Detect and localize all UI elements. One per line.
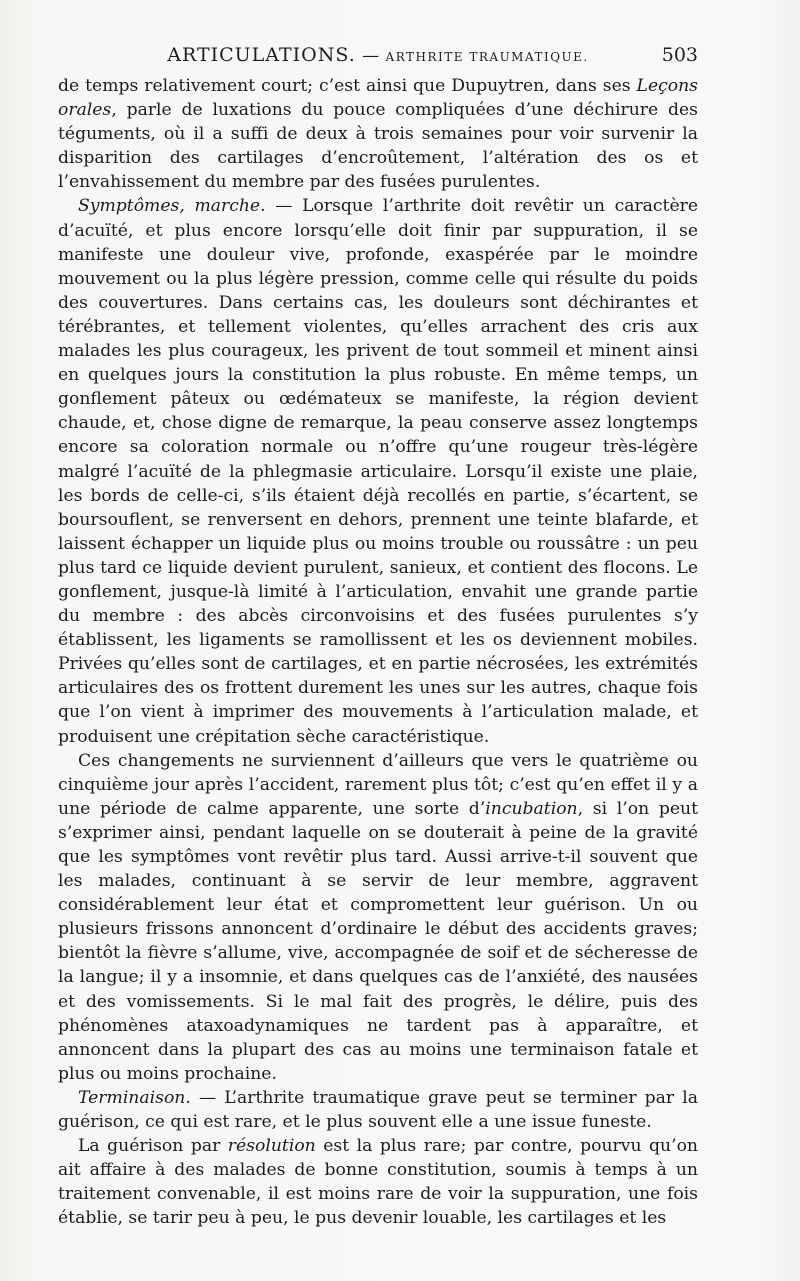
text-run: — Lorsque l’arthrite doit revêtir un caractère d’acuïté, et plus encore lorsqu’elle doit finir par suppuration, il se manifeste une douleur vive, profonde, exaspérée par le moindre mouvement ou la plus légère pression, comme celle qui résulte du poids des couvertures. Dans certains cas, les douleurs sont déchirantes et térébrantes, et tellement violentes, qu’elles arrachent des cris aux malades les plus courageux, les privent de tout sommeil et minent ainsi en quelques jours la constitution la plus robuste. En même temps, un gonflement pâteux ou œdémateux se manifeste, la région devient chaude, et, chose digne de remarque, la peau conserve assez longtemps encore sa coloration normale ou n’offre qu’une rougeur très-légère malgré l’acuïté de la phlegmasie articulaire. Lorsqu’il existe une plaie, les bords de celle-ci, s’ils étaient déjà recollés en partie, s’écartent, se boursouflent, se renversent en dehors, prennent une teinte blafarde, et laissent échapper un liquide plus ou moins trouble ou roussâtre : un peu plus tard ce liquide devient purulent, sanieux, et contient des flocons. Le gonflement, jusque-là limité à l’articulation, envahit une grande partie du membre : des abcès circonvoisins et des fusées purulentes s’y établissent, les ligaments se ramollissent et les os deviennent mobiles. Privées qu’elles sont de cartilages, et en partie nécrosées, les extrémités articulaires des os frottent durement les unes sur les autres, chaque fois que l’on vient à imprimer des mouvements à l’articulation malade, et produisent une crépitation sèche caractéristique.: [58, 196, 698, 747]
running-title-dash: —: [362, 46, 380, 66]
paragraph-terminaison: [58, 1086, 698, 1134]
italic-text: Terminaison.: [78, 1087, 191, 1108]
italic-text: résolution: [227, 1136, 316, 1157]
running-header: [58, 40, 698, 72]
paragraph-symptomes: [58, 194, 698, 748]
italic-text: incubation: [485, 798, 578, 819]
paragraph-changements: [58, 749, 698, 1086]
text-run: est la plus rare; par contre, pourvu qu’on ait affaire à des malades de bonne constitution, soumis à temps à un traitement convenable, il est moins rare de voir la suppuration, une fois établie, se tarir peu à peu, le pus devenir louable, les cartilages et les: [58, 1136, 698, 1229]
page-number: 503: [661, 44, 698, 66]
body-text: [58, 74, 698, 1231]
running-title-main: ARTICULATIONS.: [167, 44, 356, 66]
running-title: [58, 44, 698, 68]
running-title-sub: ARTHRITE TRAUMATIQUE.: [385, 50, 589, 64]
text-run: — L’arthrite traumatique grave peut se terminer par la guérison, ce qui est rare, et le plus souvent elle a une issue funeste.: [58, 1087, 698, 1133]
text-run: , si l’on peut s’exprimer ainsi, pendant laquelle on se douterait à peine de la gravité que les symptômes vont revêtir plus tard. Aussi arrive-t-il souvent que les malades, continuant à se servir de leur membre, aggravent considérablement leur état et compromettent leur guérison. Un ou plusieurs frissons annoncent d’ordinaire le début des accidents graves; bientôt la fièvre s’allume, vive, accompagnée de soif et de sécheresse de la langue; il y a insomnie, et dans quelques cas de l’anxiété, des nausées et des vomissements. Si le mal fait des progrès, le délire, puis des phénomènes ataxoadynamiques ne tardent pas à apparaître, et annoncent dans la plupart des cas au moins une terminaison fatale et plus ou moins prochaine.: [58, 798, 698, 1084]
paragraph-guerison: [58, 1134, 698, 1230]
text-run: , parle de luxations du pouce compliquées d’une déchirure des téguments, où il a suffi de deux à trois semaines pour voir survenir la disparition des cartilages d’encroûtement, l’altération des os et l’envahissement du membre par des fusées purulentes.: [58, 100, 698, 193]
text-run: de temps relativement court; c’est ainsi que Dupuytren, dans ses: [58, 76, 637, 96]
paragraph-continued: [58, 74, 698, 194]
italic-text: Leçons orales: [58, 76, 698, 121]
text-run: Ces changements ne surviennent d’ailleurs que vers le quatrième ou cinquième jour après l’accident, rarement plus tôt; c’est qu’en effet il y a une période de calme apparente, une sorte d’: [58, 750, 698, 819]
text-run: La guérison par: [78, 1136, 228, 1157]
italic-text: Symptômes, marche.: [78, 196, 266, 217]
